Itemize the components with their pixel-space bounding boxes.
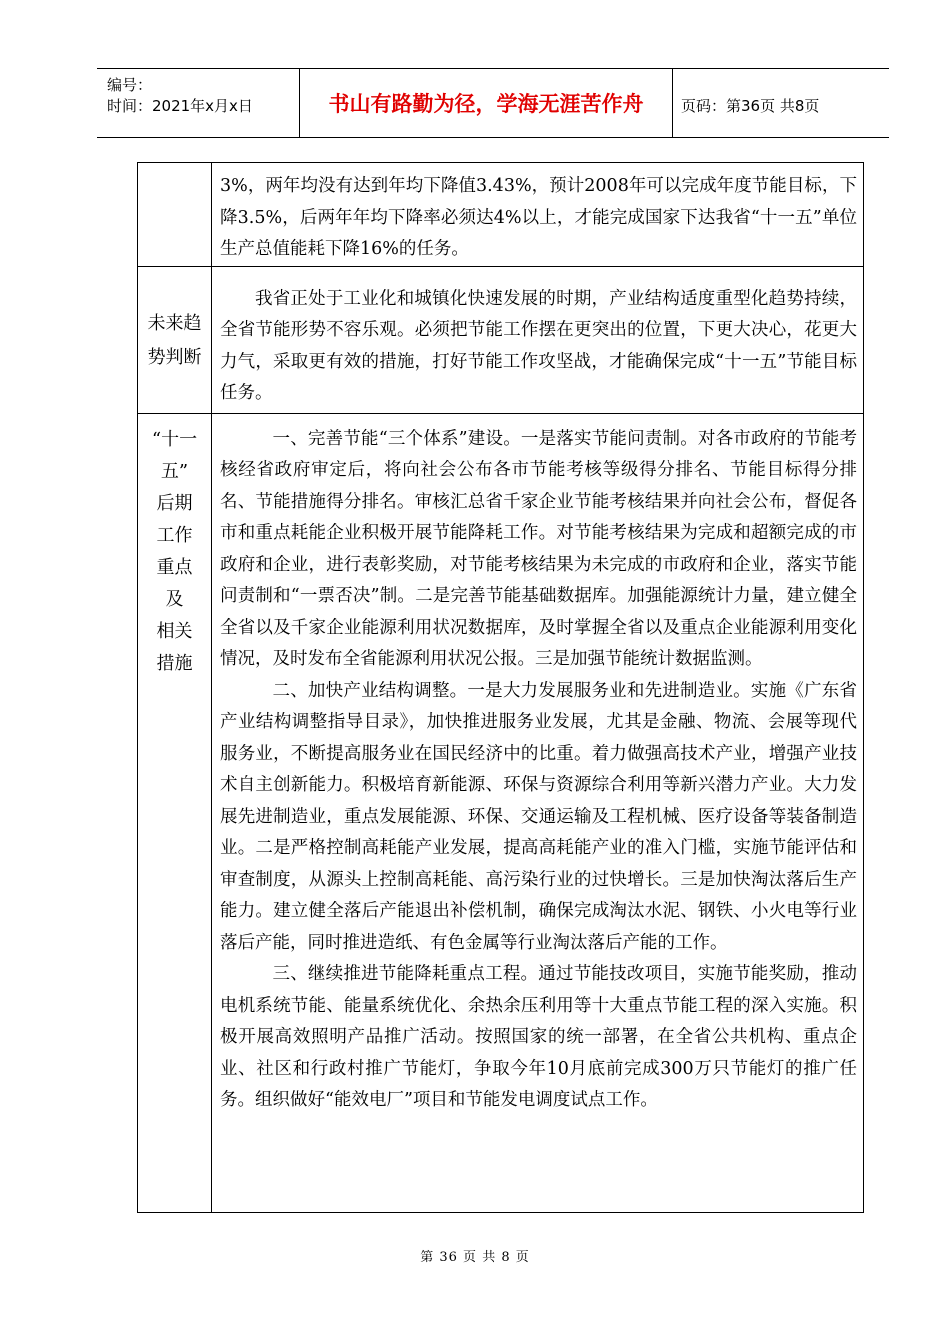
date-label: 时间：2021年x月x日 — [107, 97, 253, 115]
label-line: 及 — [165, 588, 184, 610]
label-line: 相关 — [156, 620, 193, 642]
header-meta — [107, 75, 253, 117]
row-label-trend — [138, 266, 212, 413]
content-table — [137, 162, 864, 1213]
table-row — [138, 413, 864, 1212]
paragraph: 三、继续推进节能降耗重点工程。通过节能技改项目，实施节能奖励，推动电机系统节能、能量系统优化、余热余压利用等十大重点节能工程的深入实施。积极开展高效照明产品推广活动。按照国家的统一部署，在全省公共机构、重点企业、社区和行政村推广节能灯，争取今年10月底前完成300万只节能灯的推广任务。组织做好“能效电厂”项目和节能发电调度试点工作。 — [220, 964, 857, 1110]
row-label-empty — [138, 163, 212, 267]
paragraph: 二、加快产业结构调整。一是大力发展服务业和先进制造业。实施《广东省产业结构调整指导目录》，加快推进服务业发展，尤其是金融、物流、会展等现代服务业，不断提高服务业在国民经济中的比重。着力做强高技术产业，增强产业技术自主创新能力。积极培育新能源、环保与资源综合利用等新兴潜力产业。大力发展先进制造业，重点发展能源、环保、交通运输及工程机械、医疗设备等装备制造业。二是严格控制高耗能产业发展，提高高耗能产业的准入门槛，实施节能评估和审查制度，从源头上控制高耗能、高污染行业的过快增长。三是加快淘汰落后生产能力。建立健全落后产能退出补偿机制，确保完成淘汰水泥、钢铁、小火电等行业落后产能，同时推进造纸、有色金属等行业淘汰落后产能的工作。 — [220, 680, 857, 953]
vertical-label — [138, 414, 211, 680]
header-page-label: 页码：第36页 共8页 — [681, 97, 820, 115]
label-text: 未来趋势判断 — [147, 312, 202, 368]
label-line: 重点 — [156, 556, 193, 578]
row-content — [212, 266, 864, 413]
page-header — [97, 68, 889, 138]
paragraph: 3%，两年均没有达到年均下降值3.43%，预计2008年可以完成年度节能目标，下降3.5%，后两年年均下降率必须达4%以上，才能完成国家下达我省“十一五”单位生产总值能耗下降16%的任务。 — [220, 176, 857, 259]
label-line: 工作 — [156, 524, 193, 546]
label-line: 措施 — [156, 652, 193, 674]
label-line: “十一 — [151, 428, 198, 450]
row-content — [212, 163, 864, 267]
paragraph: 我省正处于工业化和城镇化快速发展的时期，产业结构适度重型化趋势持续，全省节能形势不容乐观。必须把节能工作摆在更突出的位置，下更大决心，花更大力气，采取更有效的措施，打好节能工作攻坚战，才能确保完成“十一五”节能目标任务。 — [220, 288, 857, 403]
paragraph: 一、完善节能“三个体系”建设。一是落实节能问责制。对各市政府的节能考核经省政府审定后，将向社会公布各市节能考核等级得分排名、节能目标得分排名、节能措施得分排名。审核汇总省千家企业节能考核结果并向社会公布，督促各市和重点耗能企业积极开展节能降耗工作。对节能考核结果为完成和超额完成的市政府和企业，进行表彰奖励，对节能考核结果为未完成的市政府和企业，落实节能问责制和“一票否决”制。二是完善节能基础数据库。加强能源统计力量，建立健全全省以及千家企业能源利用状况数据库，及时掌握全省以及重点企业能源利用变化情况，及时发布全省能源利用状况公报。三是加强节能统计数据监测。 — [220, 428, 857, 669]
label-line: 五” — [160, 460, 189, 482]
row-content — [212, 413, 864, 1212]
label-line: 后期 — [156, 492, 193, 514]
code-label: 编号： — [107, 76, 153, 94]
page-footer: 第 36 页 共 8 页 — [420, 1250, 530, 1265]
table-row — [138, 266, 864, 413]
header-motto: 书山有路勤为径，学海无涯苦作舟 — [299, 69, 673, 137]
row-label-measures — [138, 413, 212, 1212]
table-row — [138, 163, 864, 267]
